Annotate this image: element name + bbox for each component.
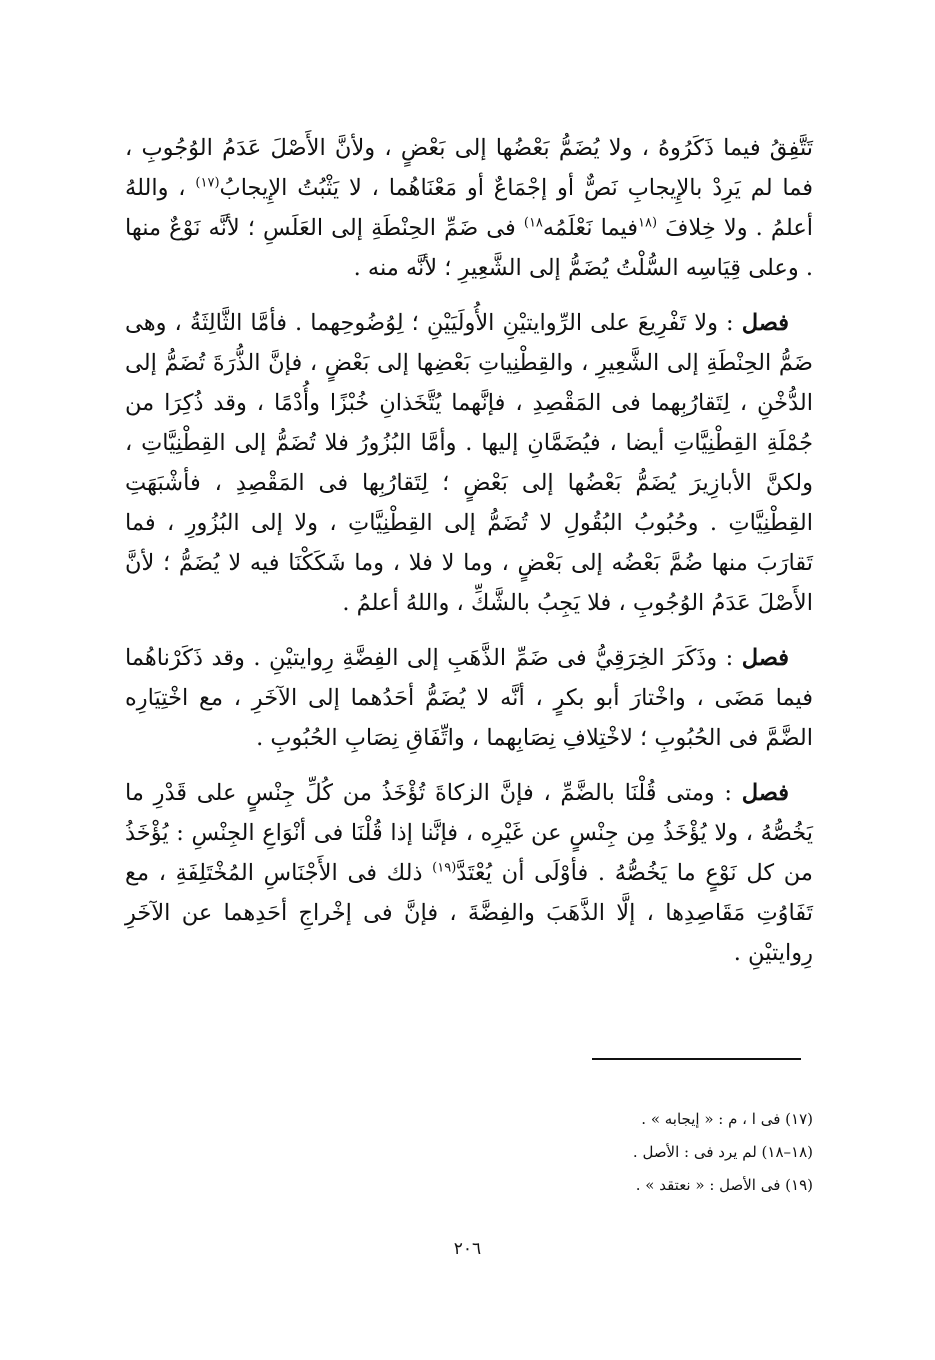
paragraph-2 <box>125 303 813 623</box>
paragraph-2-text: : ولا تَفْرِيعَ على الرِّوايتيْنِ الأُولَيَيْنِ ؛ لِوُضُوحِهما . فأمَّا الثَّالِثَةُ ، وهى ضَمُّ الحِنْطَةِ إلى الشَّعِيرِ ، والقِطْنِياتِ بَعْضِها إلى بَعْضٍ ، فإنَّ الذُّرَةَ تُضَمُّ إلى الدُّخْنِ ، لِتَقارُبِهما فى المَقْصِدِ ، فإنَّهما يُتَّخَذانِ خُبْزًا وأُدْمًا ، وقد ذُكِرَا من جُمْلَةِ القِطْنِيَّاتِ أيضا ، فيُضَمَّانِ إليها . وأمَّا البُزُورُ فلا تُضَمُّ إلى القِطْنِيَّاتِ ، ولكنَّ الأبازِيرَ يُضَمُّ بَعْضُها إلى بَعْضٍ ؛ لِتَقارُبِها فى المَقْصِدِ ، فأشْبَهَتِ القِطْنِيَّاتِ . وحُبُوبُ البُقُولِ لا تُضَمُّ إلى القِطْنِيَّاتِ ، ولا إلى البُزُورِ ، فما تَقارَبَ منها ضُمَّ بَعْضُه إلى بَعْضٍ ، وما لا فلا ، وما شَكَكْنَا فيه لا يُضَمُّ ؛ لأنَّ الأَصْلَ عَدَمُ الوُجُوبِ ، فلا يَجِبُ بالشَّكِّ ، واللهُ أعلمُ . <box>125 310 813 616</box>
paragraph-1-text-b: ، واللهُ أعلمُ . ولا خِلافَ <box>125 175 813 241</box>
footnote-ref-17: (١٧) <box>195 175 220 191</box>
paragraph-4 <box>125 773 813 973</box>
paragraph-1-text-d: فى ضَمِّ الحِنْطَةِ إلى العَلَسِ ؛ لأنَّه نَوْعٌ منها . وعلى قِيَاسِه السُّلْتُ يُضَمُّ إلى الشَّعِيرِ ؛ لأنَّه منه . <box>125 215 813 281</box>
paragraph-1 <box>125 128 813 288</box>
footnotes <box>125 1103 813 1202</box>
page-number: ٢٠٦ <box>453 1239 482 1259</box>
footnote-18: (١٨–١٨) لم يرد فى : الأصل . <box>632 1143 813 1161</box>
paragraph-3 <box>125 638 813 758</box>
footnote-ref-18-open: (١٨ <box>638 215 658 231</box>
paragraph-4-text-b: ذلك فى الأَجْنَاسِ المُخْتَلِفَةِ ، مع تَفَاوُتِ مَقَاصِدِها ، إلَّا الذَّهَبَ والفِضَّةَ ، فإنَّ فى إخْراجِ أحَدِهما عن الآخَرِ رِوايتيْنِ . <box>125 860 813 966</box>
footnote-separator <box>592 1058 801 1060</box>
section-heading-fasl: فصل <box>741 780 789 806</box>
footnote-17: (١٧) فى ا ، م : « إيجابه » . <box>641 1110 813 1128</box>
paragraph-3-text: : وذَكَرَ الخِرَقِيُّ فى ضَمِّ الذَّهَبِ إلى الفِضَّةِ رِوايتيْنِ . وقد ذَكَرْناهُما فيما مَضَى ، واخْتارَ أبو بكرٍ ، أنَّه لا يُضَمُّ أحَدُهما إلى الآخَرِ ، مع اخْتِيَارِه الضَّمَّ فى الحُبُوبِ ؛ لاخْتِلافِ نِصَابِهما ، واتِّفَاقِ نِصَابِ الحُبُوبِ . <box>125 645 813 751</box>
footnote-ref-19: (١٩) <box>432 860 457 876</box>
footnote-19: (١٩) فى الأصل : « نعتقد » . <box>635 1176 813 1194</box>
section-heading-fasl: فصل <box>741 310 789 336</box>
paragraph-4-text-a: : ومتى قُلْنَا بالضَّمِّ ، فإنَّ الزكاةَ تُؤْخَذُ من كُلِّ جِنْسٍ على قَدْرِ ما يَخُصُّهُ ، ولا يُؤْخَذُ مِن جِنْسٍ عن غَيْرِه ، فإنَّنا إذا قُلْنَا فى أنْوَاعِ الجِنْسِ : يُؤْخَذُ من كل نَوْعٍ ما يَخُصُّهُ . فأوْلَى أن يُعْتَدَّ <box>125 780 813 886</box>
section-heading-fasl: فصل <box>741 645 789 671</box>
footnote-ref-18-close: ١٨) <box>523 215 543 231</box>
paragraph-1-text-a: تَتَّفِقُ فيما ذَكَرُوهُ ، ولا يُضَمُّ بَعْضُها إلى بَعْضٍ ، ولأنَّ الأَصْلَ عَدَمُ الوُجُوبِ ، فما لم يَرِدْ بالإِيجابِ نَصٌّ أو إجْمَاعٌ أو مَعْنَاهُما ، لا يَثْبُتُ الإِيجابُ <box>125 135 813 201</box>
paragraph-1-text-c: فيما نَعْلَمُه <box>542 215 639 241</box>
main-text <box>125 128 813 973</box>
